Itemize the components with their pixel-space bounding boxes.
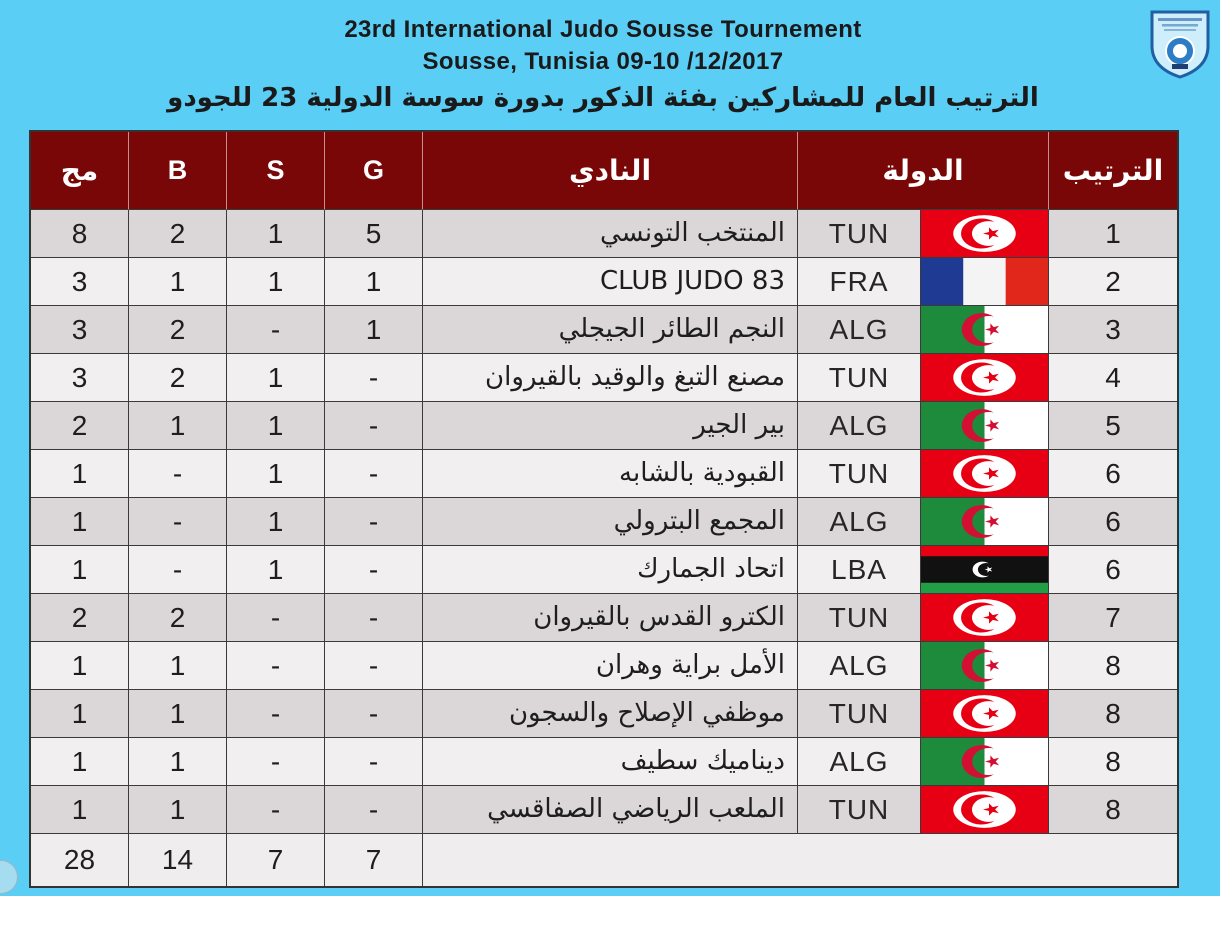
rank-cell: 2 — [1049, 258, 1177, 306]
standings-title-arabic: الترتيب العام للمشاركين بفئة الذكور بدورة سوسة الدولية 23 للجودو — [167, 83, 1039, 113]
flag-cell — [921, 450, 1049, 498]
total-medals-cell: 3 — [31, 258, 129, 306]
club-name-cell: الملعب الرياضي الصفاقسي — [423, 786, 798, 834]
club-name-cell: ديناميك سطيف — [423, 738, 798, 786]
bronze-count-cell: 1 — [129, 402, 227, 450]
country-code-cell: ALG — [798, 306, 921, 354]
federation-shield-logo — [1148, 8, 1212, 80]
gold-count-cell: 1 — [325, 258, 423, 306]
rank-cell: 6 — [1049, 546, 1177, 594]
france-flag-icon — [921, 258, 1048, 305]
bronze-count-cell: 2 — [129, 594, 227, 642]
rank-cell: 7 — [1049, 594, 1177, 642]
club-name-cell: المجمع البترولي — [423, 498, 798, 546]
country-code-cell: ALG — [798, 402, 921, 450]
rank-cell: 5 — [1049, 402, 1177, 450]
silver-count-cell: - — [227, 690, 325, 738]
flag-cell — [921, 306, 1049, 354]
bronze-count-cell: 1 — [129, 258, 227, 306]
column-header-club: النادي — [423, 132, 798, 210]
algeria-flag-icon — [921, 642, 1048, 689]
club-name-cell: CLUB JUDO 83 — [423, 258, 798, 306]
silver-count-cell: - — [227, 738, 325, 786]
club-name-cell: القبودية بالشابه — [423, 450, 798, 498]
total-medals-cell: 2 — [31, 594, 129, 642]
tunisia-flag-icon — [921, 690, 1048, 737]
total-medals-cell: 1 — [31, 738, 129, 786]
silver-count-cell: 1 — [227, 258, 325, 306]
silver-count-cell: - — [227, 642, 325, 690]
gold-count-cell: 1 — [325, 306, 423, 354]
total-medals-cell: 1 — [31, 546, 129, 594]
club-name-cell: الكترو القدس بالقيروان — [423, 594, 798, 642]
gold-count-cell: - — [325, 690, 423, 738]
gold-count-cell: - — [325, 402, 423, 450]
flag-cell — [921, 210, 1049, 258]
bronze-count-cell: 2 — [129, 210, 227, 258]
algeria-flag-icon — [921, 738, 1048, 785]
tunisia-flag-icon — [921, 450, 1048, 497]
rank-cell: 6 — [1049, 498, 1177, 546]
algeria-flag-icon — [921, 402, 1048, 449]
gold-count-cell: - — [325, 642, 423, 690]
rank-cell: 8 — [1049, 642, 1177, 690]
tunisia-flag-icon — [921, 354, 1048, 401]
gold-count-cell: 5 — [325, 210, 423, 258]
flag-cell — [921, 258, 1049, 306]
gold-count-cell: - — [325, 594, 423, 642]
silver-count-cell: - — [227, 786, 325, 834]
flag-cell — [921, 354, 1049, 402]
flag-cell — [921, 738, 1049, 786]
silver-count-cell: 1 — [227, 498, 325, 546]
country-code-cell: ALG — [798, 498, 921, 546]
country-code-cell: TUN — [798, 450, 921, 498]
bronze-count-cell: - — [129, 498, 227, 546]
flag-cell — [921, 594, 1049, 642]
total-medals-cell: 1 — [31, 690, 129, 738]
bronze-count-cell: 2 — [129, 306, 227, 354]
tunisia-flag-icon — [921, 594, 1048, 641]
country-code-cell: LBA — [798, 546, 921, 594]
bronze-count-cell: 1 — [129, 786, 227, 834]
total-medals-cell: 1 — [31, 498, 129, 546]
libya-flag-icon — [921, 546, 1048, 593]
country-code-cell: FRA — [798, 258, 921, 306]
rank-cell: 1 — [1049, 210, 1177, 258]
total-medals-cell: 2 — [31, 402, 129, 450]
gold-count-cell: - — [325, 546, 423, 594]
flag-cell — [921, 690, 1049, 738]
flag-cell — [921, 786, 1049, 834]
tournament-title: 23rd International Judo Sousse Tournement — [344, 16, 862, 43]
total-medals-cell: 8 — [31, 210, 129, 258]
silver-count-cell: 1 — [227, 210, 325, 258]
totals-bronze-cell: 14 — [129, 834, 227, 886]
rank-cell: 8 — [1049, 690, 1177, 738]
total-medals-cell: 1 — [31, 450, 129, 498]
bronze-count-cell: 1 — [129, 690, 227, 738]
total-medals-cell: 1 — [31, 642, 129, 690]
column-header-rank: الترتيب — [1049, 132, 1177, 210]
totals-silver-cell: 7 — [227, 834, 325, 886]
flag-cell — [921, 546, 1049, 594]
country-code-cell: TUN — [798, 786, 921, 834]
column-header-bronze: B — [129, 132, 227, 210]
club-name-cell: المنتخب التونسي — [423, 210, 798, 258]
column-header-country: الدولة — [798, 132, 1049, 210]
gold-count-cell: - — [325, 354, 423, 402]
gold-count-cell: - — [325, 498, 423, 546]
column-header-silver: S — [227, 132, 325, 210]
rank-cell: 6 — [1049, 450, 1177, 498]
shield-icon — [1148, 8, 1212, 80]
total-medals-cell: 3 — [31, 354, 129, 402]
flag-cell — [921, 402, 1049, 450]
club-name-cell: بير الجير — [423, 402, 798, 450]
tournament-location-date: Sousse, Tunisia 09-10 /12/2017 — [422, 48, 784, 75]
silver-count-cell: - — [227, 594, 325, 642]
club-name-cell: اتحاد الجمارك — [423, 546, 798, 594]
country-code-cell: TUN — [798, 594, 921, 642]
totals-gold-cell: 7 — [325, 834, 423, 886]
tunisia-flag-icon — [921, 210, 1048, 257]
column-header-total: مج — [31, 132, 129, 210]
algeria-flag-icon — [921, 498, 1048, 545]
silver-count-cell: - — [227, 306, 325, 354]
country-code-cell: ALG — [798, 642, 921, 690]
silver-count-cell: 1 — [227, 450, 325, 498]
gold-count-cell: - — [325, 738, 423, 786]
rank-cell: 4 — [1049, 354, 1177, 402]
total-medals-cell: 1 — [31, 786, 129, 834]
bronze-count-cell: 1 — [129, 738, 227, 786]
club-name-cell: موظفي الإصلاح والسجون — [423, 690, 798, 738]
rank-cell: 8 — [1049, 738, 1177, 786]
bronze-count-cell: - — [129, 546, 227, 594]
algeria-flag-icon — [921, 306, 1048, 353]
country-code-cell: TUN — [798, 210, 921, 258]
flag-cell — [921, 498, 1049, 546]
total-medals-cell: 3 — [31, 306, 129, 354]
rank-cell: 3 — [1049, 306, 1177, 354]
silver-count-cell: 1 — [227, 546, 325, 594]
bronze-count-cell: - — [129, 450, 227, 498]
silver-count-cell: 1 — [227, 354, 325, 402]
country-code-cell: TUN — [798, 354, 921, 402]
column-header-gold: G — [325, 132, 423, 210]
bronze-count-cell: 1 — [129, 642, 227, 690]
totals-empty-cell — [423, 834, 1177, 886]
country-code-cell: ALG — [798, 738, 921, 786]
country-code-cell: TUN — [798, 690, 921, 738]
bronze-count-cell: 2 — [129, 354, 227, 402]
totals-total-cell: 28 — [31, 834, 129, 886]
club-name-cell: مصنع التبغ والوقيد بالقيروان — [423, 354, 798, 402]
standings-table — [29, 130, 1179, 888]
gold-count-cell: - — [325, 450, 423, 498]
gold-count-cell: - — [325, 786, 423, 834]
club-name-cell: الأمل براية وهران — [423, 642, 798, 690]
flag-cell — [921, 642, 1049, 690]
tunisia-flag-icon — [921, 786, 1048, 833]
club-name-cell: النجم الطائر الجيجلي — [423, 306, 798, 354]
silver-count-cell: 1 — [227, 402, 325, 450]
rank-cell: 8 — [1049, 786, 1177, 834]
